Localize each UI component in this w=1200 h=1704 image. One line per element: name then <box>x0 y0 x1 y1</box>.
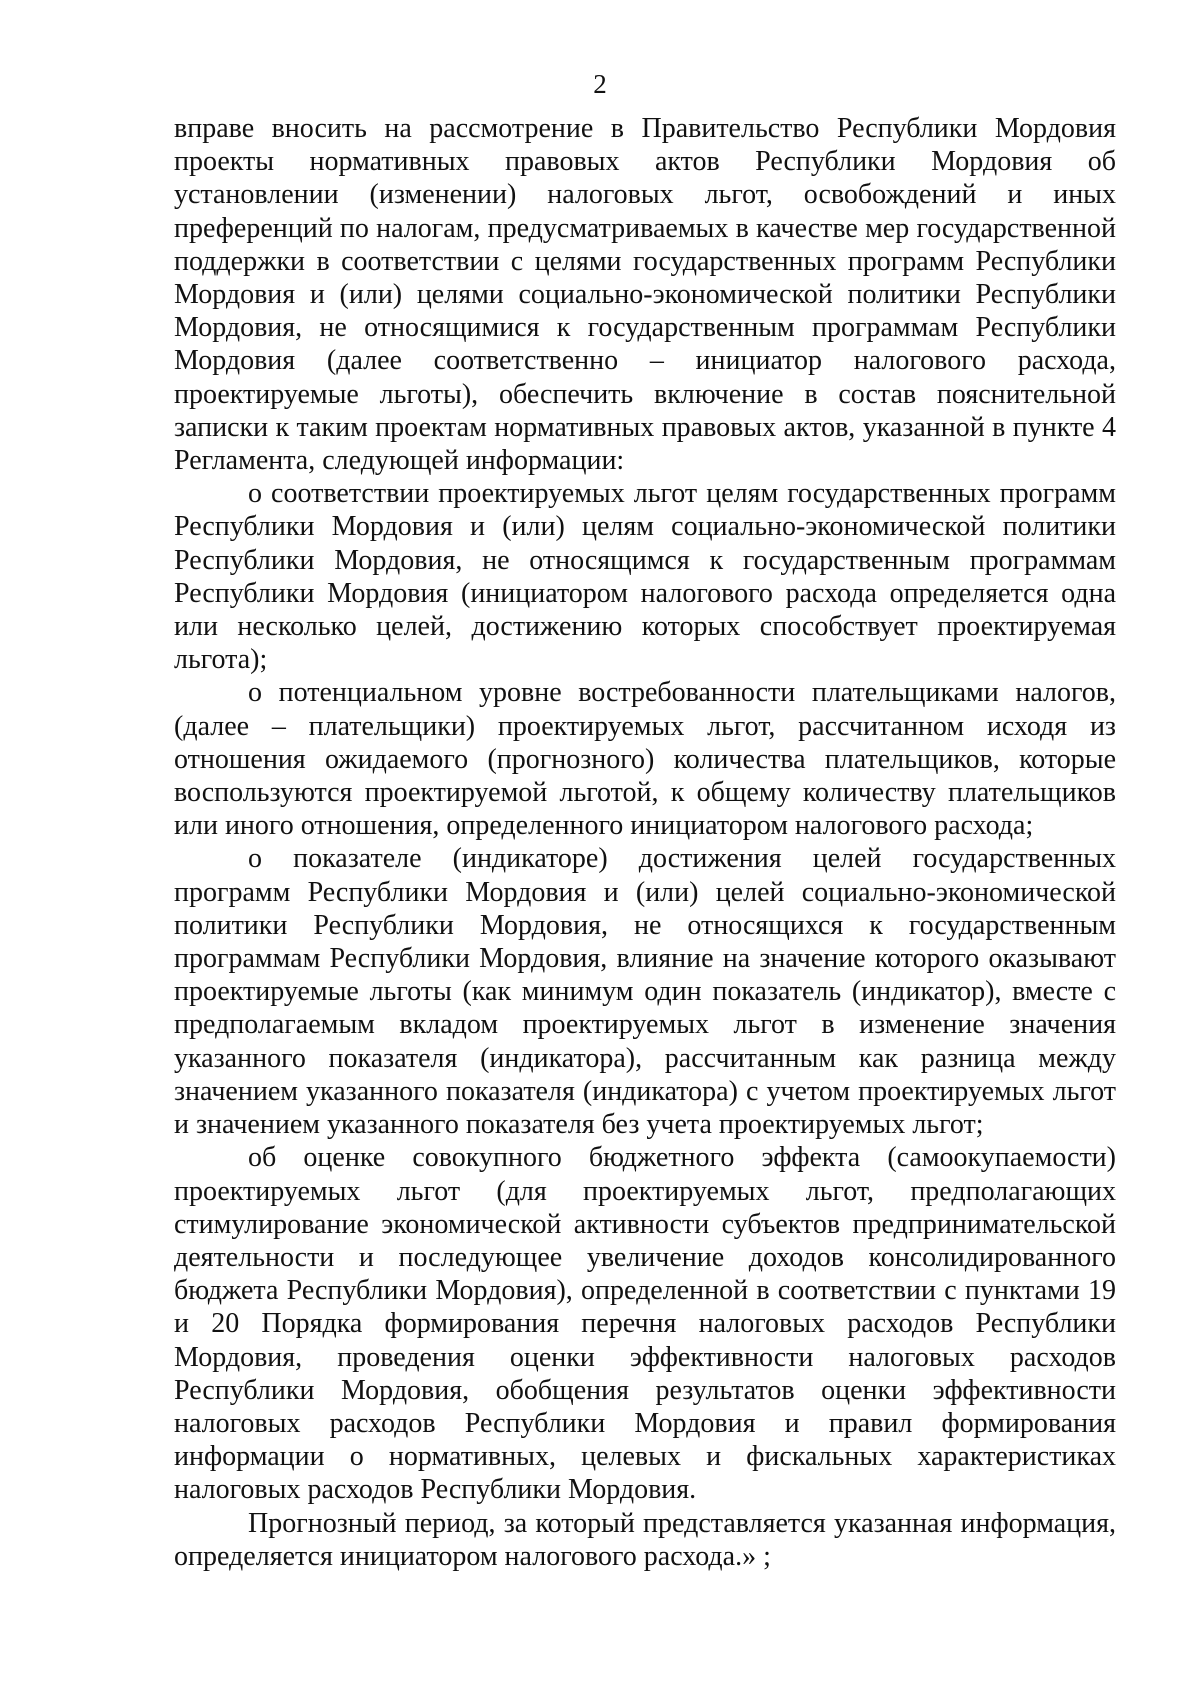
paragraph-budget-effect: об оценке совокупного бюджетного эффекта (самоокупаемости) проектируемых льгот (для проектируемых льгот, предполагающих стимулирование экономической активности субъектов предпринимательской деятельности и последующее увеличение доходов консолидированного бюджета Республики Мордовия), определенной в соответствии с пунктами 19 и 20 Порядка формирования перечня налоговых расходов Республики Мордовия, проведения оценки эффективности налоговых расходов Республики Мордовия, обобщения результатов оценки эффективности налоговых расходов Республики Мордовия и правил формирования информации о нормативных, целевых и фискальных характеристиках налоговых расходов Республики Мордовия. <box>174 1142 1116 1506</box>
paragraph-continuation: вправе вносить на рассмотрение в Правительство Республики Мордовия проекты нормативных правовых актов Республики Мордовия об установлении (изменении) налоговых льгот, освобождений и иных преференций по налогам, предусматриваемых в качестве мер государственной поддержки в соответствии с целями государственных программ Республики Мордовия и (или) целями социально-экономической политики Республики Мордовия, не относящимися к государственным программам Республики Мордовия (далее соответственно – инициатор налогового расхода, проектируемые льготы), обеспечить включение в состав пояснительной записки к таким проектам нормативных правовых актов, указанной в пункте 4 Регламента, следующей информации: <box>174 113 1116 477</box>
paragraph-indicator: о показателе (индикаторе) достижения целей государственных программ Республики Мордовия и (или) целей социально-экономической политики Республики Мордовия, не относящихся к государственным программам Республики Мордовия, влияние на значение которого оказывают проектируемые льготы (как минимум один показатель (индикатор), вместе с предполагаемым вкладом проектируемых льгот в изменение значения указанного показателя (индикатора), рассчитанным как разница между значением указанного показателя (индикатора) с учетом проектируемых льгот и значением указанного показателя без учета проектируемых льгот; <box>174 843 1116 1141</box>
page-number: 2 <box>593 69 607 99</box>
paragraph-goals-compliance: о соответствии проектируемых льгот целям государственных программ Республики Мордовия и (или) целям социально-экономической политики Республики Мордовия, не относящимся к государственным программам Республики Мордовия (инициатором налогового расхода определяется одна или несколько целей, достижению которых способствует проектируемая льгота); <box>174 478 1116 676</box>
document-body <box>174 112 1116 1573</box>
paragraph-forecast-period: Прогнозный период, за который представляется указанная информация, определяется инициатором налогового расхода.» ; <box>174 1507 1116 1572</box>
paragraph-demand-level: о потенциальном уровне востребованности плательщиками налогов, (далее – плательщики) проектируемых льгот, рассчитанном исходя из отношения ожидаемого (прогнозного) количества плательщиков, которые воспользуются проектируемой льготой, к общему количеству плательщиков или иного отношения, определенного инициатором налогового расхода; <box>174 677 1116 842</box>
